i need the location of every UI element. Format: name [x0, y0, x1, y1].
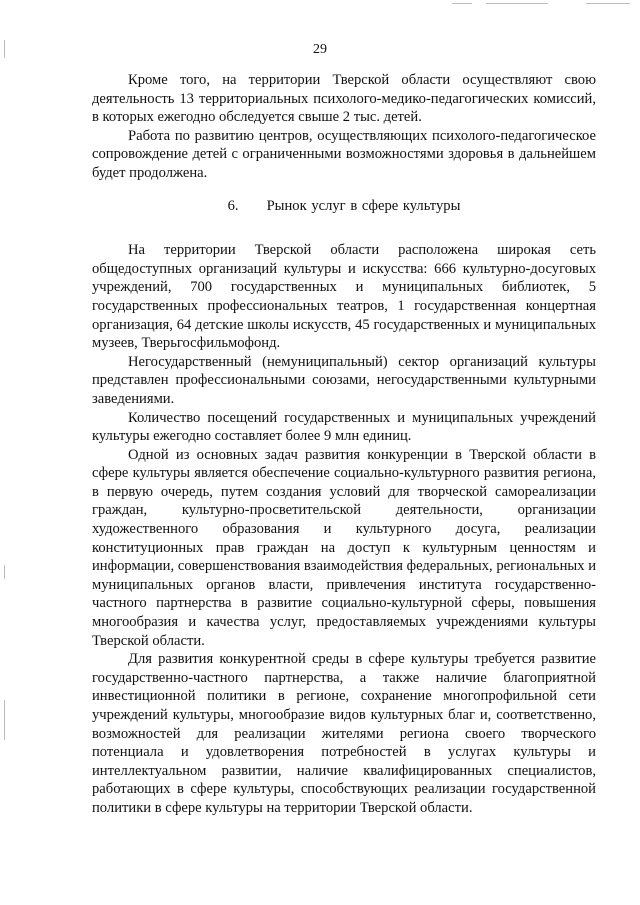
section-number: 6. — [227, 197, 239, 214]
scan-artifact — [452, 3, 472, 4]
document-body — [92, 71, 596, 818]
scan-artifact — [486, 3, 548, 4]
page-number: 29 — [313, 42, 327, 57]
paragraph: Для развития конкурентной среды в сфере культуры требуется развитие государственно-частного партнерства, а также наличие благоприятной инвестиционной политики в регионе, сохранение многопрофильной сети учреждений культуры, многообразие видов культурных благ и, соответственно, возможностей для реализации жителями региона своего творческого потенциала и удовлетворения потребностей в услугах культуры и интеллектуальном развитии, наличие квалифицированных специалистов, работающих в сфере культуры, способствующих реализации государственной политики в сфере культуры на территории Тверской области. — [92, 651, 596, 816]
paragraph: На территории Тверской области расположена широкая сеть общедоступных организаций культуры и искусства: 666 культурно-досуговых учреждений, 700 государственных и муниципальных библиотек, 5 государственных профессиональных театров, 1 государственная концертная организация, 64 детские школы искусств, 45 государственных и муниципальных музеев, Тверьгосфильмофонд. — [92, 242, 596, 352]
paragraph: Негосударственный (немуниципальный) сектор организаций культуры представлен профессиональными союзами, негосударственными культурными заведениями. — [92, 353, 596, 407]
scan-artifact — [4, 700, 5, 740]
scan-artifact — [586, 3, 630, 4]
section-title: Рынок услуг в сфере культуры — [266, 197, 461, 214]
paragraph: Работа по развитию центров, осуществляющих психолого-педагогическое сопровождение детей с ограниченными возможностями здоровья в дальнейшем будет продолжена. — [92, 127, 596, 181]
scan-artifact — [4, 565, 5, 579]
paragraph: Количество посещений государственных и муниципальных учреждений культуры ежегодно составляет более 9 млн единиц. — [92, 409, 596, 445]
paragraph: Одной из основных задач развития конкуренции в Тверской области в сфере культуры является обеспечение социально-культурного развития региона, в первую очередь, путем создания условий для творческой самореализации граждан, культурно-просветительской деятельности, организации художественного образования и культурного досуга, реализации конституционных прав граждан на доступ к культурным ценностям и информации, совершенствования взаимодействия федеральных, региональных и муниципальных органов власти, привлечения института государственно-частного партнерства в развитие социально-культурной сферы, повышения многообразия и качества услуг, предоставляемых учреждениями культуры Тверской области. — [92, 446, 596, 649]
section-heading — [92, 197, 596, 216]
paragraph: Кроме того, на территории Тверской области осуществляют свою деятельность 13 территориальных психолого-медико-педагогических комиссий, в которых ежегодно обследуется свыше 2 тыс. детей. — [92, 72, 596, 126]
